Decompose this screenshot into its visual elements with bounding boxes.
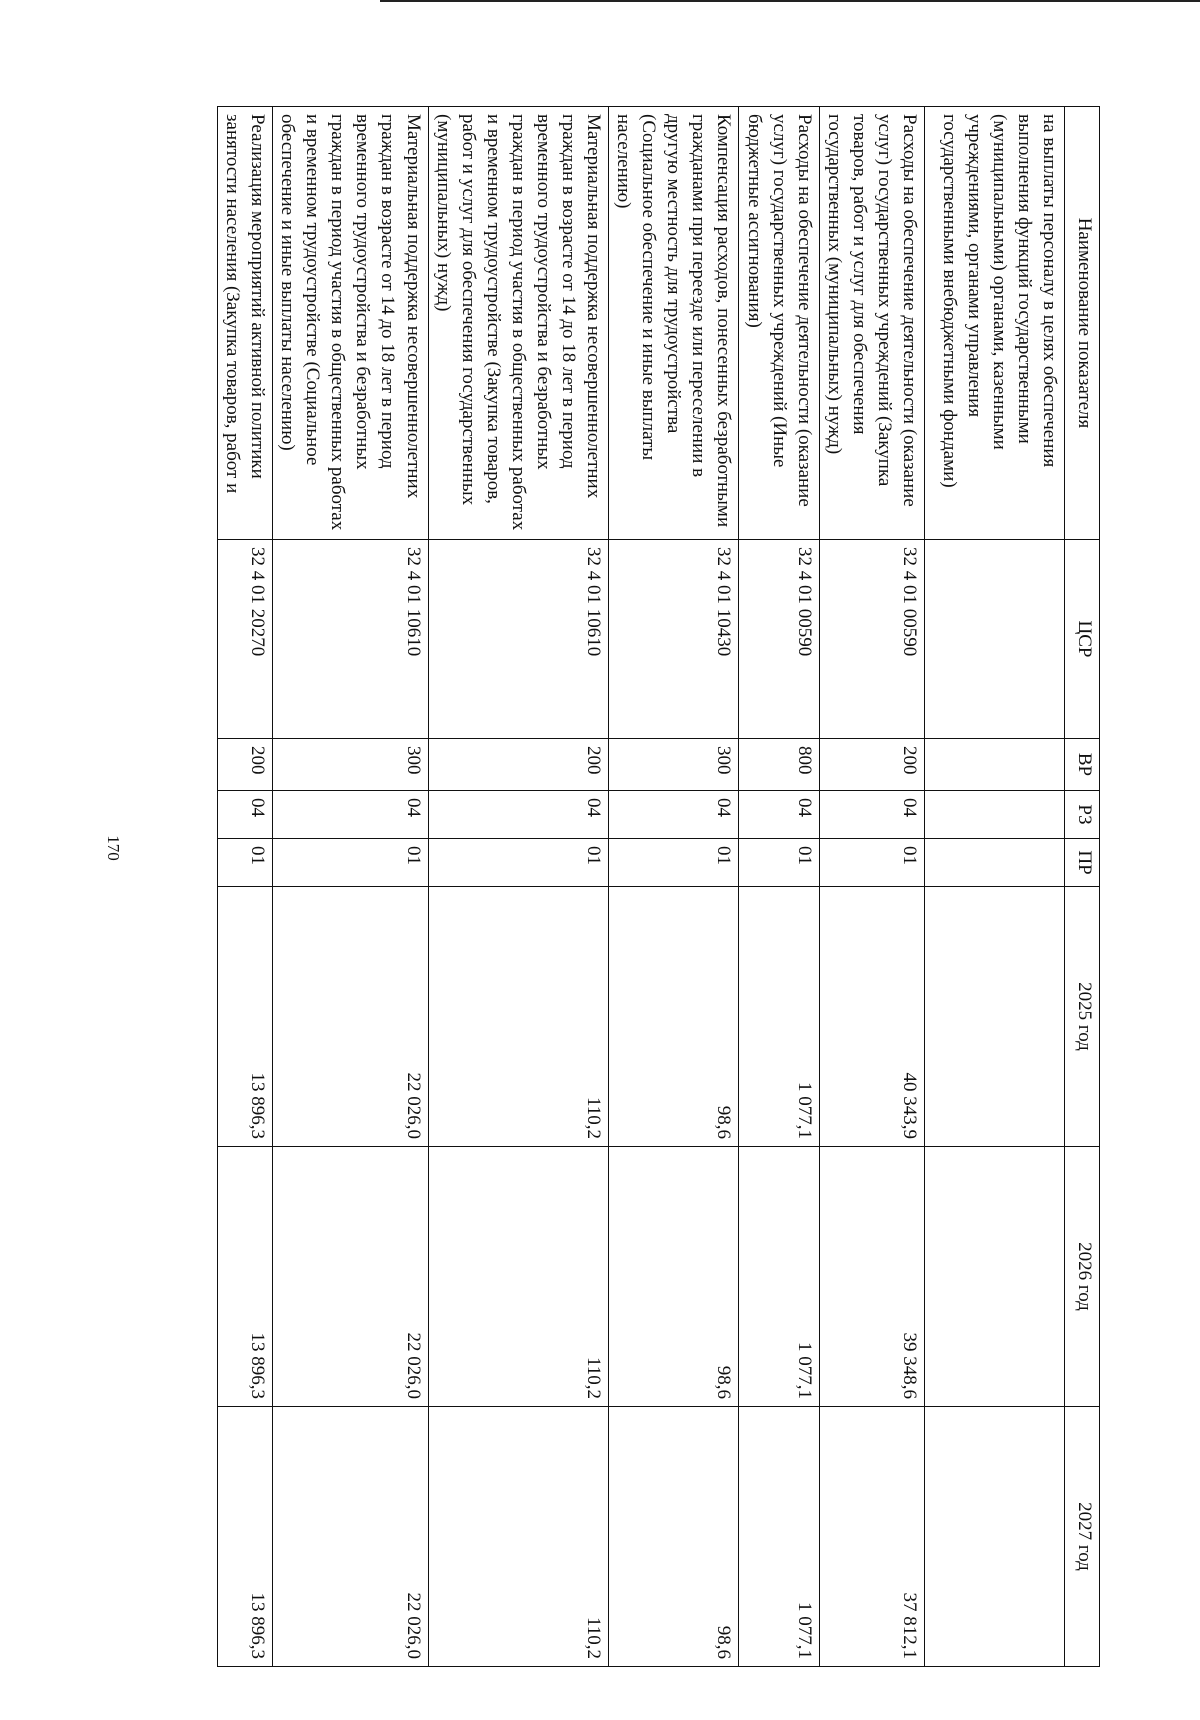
table-row — [428, 107, 609, 1667]
vr-cell: 300 — [273, 739, 428, 791]
amount-2026-cell — [925, 1147, 1065, 1407]
table-row — [819, 107, 924, 1667]
pr-cell: 01 — [739, 839, 819, 887]
csr-cell: 32 4 01 10430 — [609, 540, 739, 739]
amount-2026-cell: 110,2 — [428, 1147, 609, 1407]
indicator-name-cell: Расходы на обеспечение деятельности (оказание услуг) государственных учреждений (Иные бюджетные ассигнования) — [739, 107, 819, 540]
amount-2027-cell: 22 026,0 — [273, 1407, 428, 1667]
pr-cell: 01 — [428, 839, 609, 887]
indicator-name-cell: на выплаты персоналу в целях обеспечения выполнения функций государственными (муниципальными) органами, казенными учреждениями, органами управления государственными внебюджетными фондами) — [925, 107, 1065, 540]
rz-cell: 04 — [609, 791, 739, 839]
table-row — [739, 107, 819, 1667]
header-csr: ЦСР — [1065, 540, 1100, 739]
amount-2026-cell: 98,6 — [609, 1147, 739, 1407]
rz-cell — [925, 791, 1065, 839]
pr-cell: 01 — [609, 839, 739, 887]
vr-cell: 200 — [217, 739, 272, 791]
vr-cell: 300 — [609, 739, 739, 791]
rz-cell: 04 — [273, 791, 428, 839]
amount-2025-cell: 13 896,3 — [217, 887, 272, 1147]
table-row — [925, 107, 1065, 1667]
csr-cell: 32 4 01 00590 — [819, 540, 924, 739]
vr-cell: 800 — [739, 739, 819, 791]
amount-2027-cell: 1 077,1 — [739, 1407, 819, 1667]
amount-2025-cell: 98,6 — [609, 887, 739, 1147]
amount-2027-cell: 110,2 — [428, 1407, 609, 1667]
rotated-page-content — [170, 106, 1100, 1666]
amount-2025-cell: 110,2 — [428, 887, 609, 1147]
csr-cell: 32 4 01 00590 — [739, 540, 819, 739]
csr-cell — [925, 540, 1065, 739]
header-2026: 2026 год — [1065, 1147, 1100, 1407]
amount-2026-cell: 1 077,1 — [739, 1147, 819, 1407]
csr-cell: 32 4 01 10610 — [428, 540, 609, 739]
csr-cell: 32 4 01 10610 — [273, 540, 428, 739]
table-row — [273, 107, 428, 1667]
amount-2025-cell: 22 026,0 — [273, 887, 428, 1147]
header-2025: 2025 год — [1065, 887, 1100, 1147]
amount-2026-cell: 22 026,0 — [273, 1147, 428, 1407]
indicator-name-cell: Реализация мероприятий активной политики занятости населения (Закупка товаров, работ и — [217, 107, 272, 540]
rz-cell: 04 — [819, 791, 924, 839]
vr-cell: 200 — [428, 739, 609, 791]
indicator-name-cell: Материальная поддержка несовершеннолетних граждан в возрасте от 14 до 18 лет в период временного трудоустройства и безработных граждан в период участия в общественных работах и временном трудоустройстве (Социальное обеспечение и иные выплаты населению) — [273, 107, 428, 540]
header-rz: РЗ — [1065, 791, 1100, 839]
amount-2027-cell: 13 896,3 — [217, 1407, 272, 1667]
pr-cell: 01 — [217, 839, 272, 887]
vr-cell: 200 — [819, 739, 924, 791]
amount-2027-cell: 37 812,1 — [819, 1407, 924, 1667]
header-2027: 2027 год — [1065, 1407, 1100, 1667]
table-row — [609, 107, 739, 1667]
pr-cell: 01 — [273, 839, 428, 887]
amount-2027-cell: 98,6 — [609, 1407, 739, 1667]
scan-edge-line — [380, 0, 1200, 2]
pr-cell — [925, 839, 1065, 887]
table-row — [217, 107, 272, 1667]
header-name: Наименование показателя — [1065, 107, 1100, 540]
amount-2025-cell — [925, 887, 1065, 1147]
rz-cell: 04 — [739, 791, 819, 839]
amount-2025-cell: 1 077,1 — [739, 887, 819, 1147]
page-number: 170 — [104, 835, 123, 861]
vr-cell — [925, 739, 1065, 791]
amount-2027-cell — [925, 1407, 1065, 1667]
rz-cell: 04 — [217, 791, 272, 839]
rz-cell: 04 — [428, 791, 609, 839]
header-row — [1065, 107, 1100, 1667]
indicator-name-cell: Материальная поддержка несовершеннолетних граждан в возрасте от 14 до 18 лет в период временного трудоустройства и безработных граждан в период участия в общественных работах и временном трудоустройстве (Закупка товаров, работ и услуг для обеспечения государственных (муниципальных) нужд) — [428, 107, 609, 540]
amount-2026-cell: 13 896,3 — [217, 1147, 272, 1407]
pr-cell: 01 — [819, 839, 924, 887]
header-vr: ВР — [1065, 739, 1100, 791]
amount-2026-cell: 39 348,6 — [819, 1147, 924, 1407]
csr-cell: 32 4 01 20270 — [217, 540, 272, 739]
indicator-name-cell: Расходы на обеспечение деятельности (оказание услуг) государственных учреждений (Закупка товаров, работ и услуг для обеспечения государственных (муниципальных) нужд) — [819, 107, 924, 540]
header-pr: ПР — [1065, 839, 1100, 887]
amount-2025-cell: 40 343,9 — [819, 887, 924, 1147]
budget-table — [217, 106, 1100, 1667]
indicator-name-cell: Компенсация расходов, понесенных безработными гражданами при переезде или переселении в другую местность для трудоустройства (Социальное обеспечение и иные выплаты населению) — [609, 107, 739, 540]
